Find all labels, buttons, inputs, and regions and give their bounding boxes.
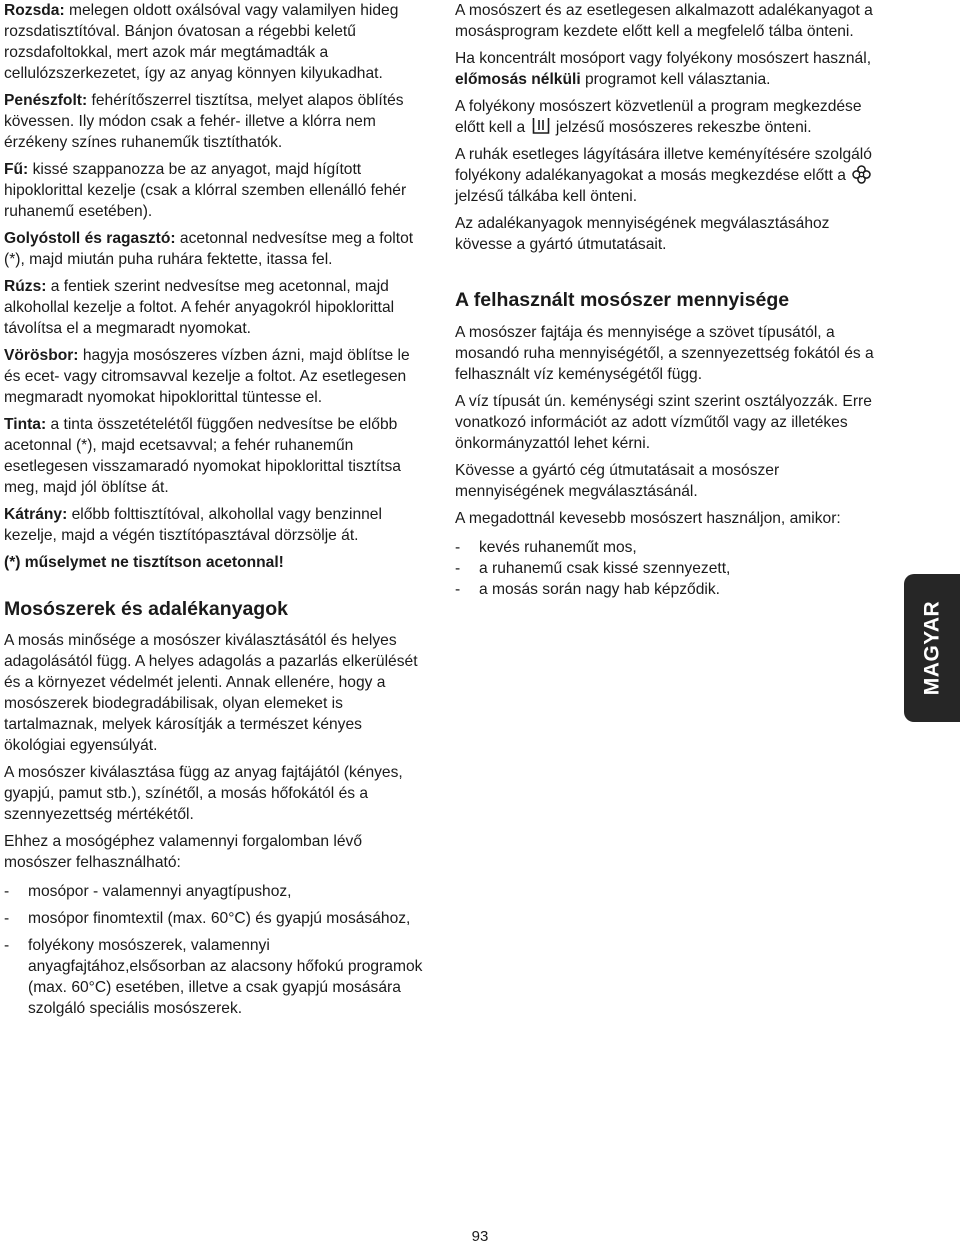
paragraph-ink: Tinta: a tinta összetételétől függően nedvesítse be előbb acetonnal (*), majd ecetsavval; a fehér ruhaneműn esetlegesen visszamaradó nyomokat hipoklorittal tisztítsa meg, majd jól öblítse át. xyxy=(4,416,401,496)
paragraph-red-wine: Vörösbor: hagyja mosószeres vízben ázni, majd öblítse le és ecet- vagy citromsavval kezelje a foltot. Az esetlegesen megmaradt nyomokat hipoklorittal tüntesse el. xyxy=(4,347,410,406)
section-heading-detergents: Mosószerek és adalékanyagok xyxy=(4,598,288,620)
paragraph-mould: Penészfolt: fehérítőszerrel tisztítsa, melyet alapos öblítés kövessen. Ily módon csak a fehér- illetve a klórra nem érzékeny színes ruhaneműk tisztíthatók. xyxy=(4,92,404,151)
list-item: - kevés ruhaneműt mos, xyxy=(455,537,885,558)
paragraph-water-hardness: A víz típusát ún. keménységi szint szerint osztályozzák. Erre vonatkozó információt az adott vízműtől vagy az illetékes önkormányzattól lehet kérni. xyxy=(455,393,872,452)
paragraph-follow-instructions: Kövesse a gyártó cég útmutatásait a mosószer mennyiségének megválasztásánál. xyxy=(455,462,780,500)
acetone-warning: (*) műselymet ne tisztítson acetonnal! xyxy=(4,554,284,571)
softener-flower-icon xyxy=(852,165,871,184)
paragraph-pen-glue: Golyóstoll és ragasztó: acetonnal nedvesítse meg a foltot (*), majd miután puha ruhára fektette, itassa fel. xyxy=(4,230,414,268)
paragraph-usable-detergents: Ehhez a mosógéphez valamennyi forgalomban lévő mosószer felhasználható: xyxy=(4,833,363,871)
paragraph-liquid-detergent: A folyékony mosószert közvetlenül a program megkezdése előtt kell a jelzésű mosószeres rekeszbe önteni. xyxy=(455,98,862,136)
language-tab-label: MAGYAR xyxy=(920,600,944,696)
paragraph-concentrated-detergent: Ha koncentrált mosóport vagy folyékony mosószert használ, előmosás nélküli programot kell választania. xyxy=(455,50,872,88)
list-item: - folyékony mosószerek, valamennyi anyagfajtához,elsősorban az alacsony hőfokú programok (max. 60°C) esetében, illetve a csak gyapjú mosására szolgáló speciális mosószerek. xyxy=(4,935,424,1019)
compartment-II-icon xyxy=(532,117,550,133)
detergent-type-list xyxy=(4,881,424,1019)
paragraph-tar: Kátrány: előbb folttisztítóval, alkohollal vagy benzinnel kezelje, majd a végén tisztítópasztával dörzsölje át. xyxy=(4,506,382,544)
paragraph-grass: Fű: kissé szappanozza be az anyagot, majd hígított hipoklorittal kezelje (csak a klórral szemben ellenálló fehér ruhanemű esetében). xyxy=(4,161,407,220)
paragraph-rust: Rozsda: melegen oldott oxálsóval vagy valamilyen hideg rozsdatisztítóval. Bánjon óvatosan a régebbi keletű rozsdafoltokkal, mert azok már megtámadták a cellulózszerkezetet, így az anyag könnyen kilyukadhat. xyxy=(4,2,399,82)
section-heading-detergent-amount: A felhasznált mosószer mennyisége xyxy=(455,289,790,311)
right-column xyxy=(455,0,885,600)
list-item: - mosópor - valamennyi anyagtípushoz, xyxy=(4,881,424,902)
use-less-list xyxy=(455,537,885,600)
left-column xyxy=(4,0,424,1025)
paragraph-softener: A ruhák esetleges lágyítására illetve keményítésére szolgáló folyékony adalékanyagokat a mosás megkezdése előtt a jelzésű tálkába kell önteni. xyxy=(455,146,872,205)
list-item: - a ruhanemű csak kissé szennyezett, xyxy=(455,558,885,579)
paragraph-additive-amount: Az adalékanyagok mennyiségének megválasztásához kövesse a gyártó útmutatásait. xyxy=(455,215,830,253)
paragraph-detergent-choice: A mosószer kiválasztása függ az anyag fajtájától (kényes, gyapjú, pamut stb.), színétől, a mosás hőfokától és a szennyezettség mértékétől. xyxy=(4,764,403,823)
paragraph-pour-before-program: A mosószert és az esetlegesen alkalmazott adalékanyagot a mosásprogram kezdete előtt kell a megfelelő tálba önteni. xyxy=(455,2,873,40)
paragraph-lipstick: Rúzs: a fentiek szerint nedvesítse meg acetonnal, majd alkohollal kezelje a foltot. A fehér anyagokról hipoklorittal távolítsa el a megmaradt nyomokat. xyxy=(4,278,395,337)
page-number: 93 xyxy=(471,1228,489,1245)
paragraph-wash-quality: A mosás minősége a mosószer kiválasztásától és helyes adagolásától függ. A helyes adagolás a pazarlás elkerülését és a környezet védelmét jelenti. Annak ellenére, hogy a mosószerek biodegradábilisak, olyan elemeket is tartalmaznak, melyek károsítják a természet kényes ökológiai egyensúlyát. xyxy=(4,632,418,754)
paragraph-use-less: A megadottnál kevesebb mosószert használjon, amikor: xyxy=(455,510,841,527)
list-item: - mosópor finomtextil (max. 60°C) és gyapjú mosásához, xyxy=(4,908,424,929)
list-item: - a mosás során nagy hab képződik. xyxy=(455,579,885,600)
language-tab xyxy=(904,574,960,722)
paragraph-detergent-type: A mosószer fajtája és mennyisége a szövet típusától, a mosandó ruha mennyiségétől, a szennyezettség fokától és a felhasznált víz keménységétől függ. xyxy=(455,324,874,383)
